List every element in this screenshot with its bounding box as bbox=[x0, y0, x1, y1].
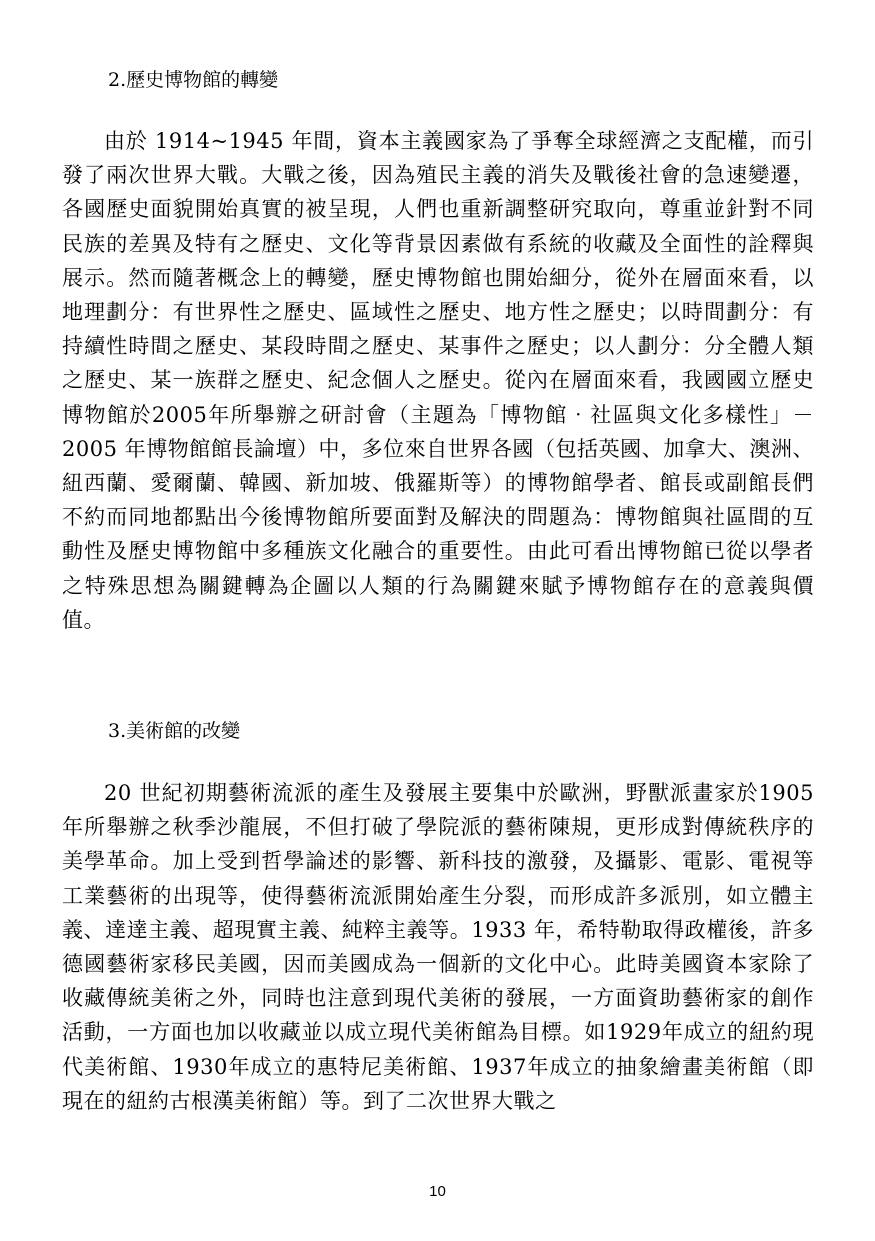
section-heading-history-museum: 2.歷史博物館的轉變 bbox=[108, 69, 279, 91]
page-number: 10 bbox=[429, 1183, 446, 1200]
paragraph-history-museum: 由於 1914~1945 年間，資本主義國家為了爭奪全球經濟之支配權，而引發了兩次世界大戰。大戰之後，因為殖民主義的消失及戰後社會的急速變遷，各國歷史面貌開始真實的被呈現，人們也重新調整研究取向，尊重並針對不同民族的差異及特有之歷史、文化等背景因素做有系統的收藏及全面性的詮釋與展示。然而隨著概念上的轉變，歷史博物館也開始細分，從外在層面來看，以地理劃分：有世界性之歷史、區域性之歷史、地方性之歷史；以時間劃分：有持續性時間之歷史、某段時間之歷史、某事件之歷史；以人劃分：分全體人類之歷史、某一族群之歷史、紀念個人之歷史。從內在層面來看，我國國立歷史博物館於2005年所舉辦之研討會（主題為「博物館‧社區與文化多樣性」－2005 年博物館館長論壇）中，多位來自世界各國（包括英國、加拿大、澳洲、紐西蘭、愛爾蘭、韓國、新加坡、俄羅斯等）的博物館學者、館長或副館長們不約而同地都點出今後博物館所要面對及解決的問題為：博物館與社區間的互動性及歷史博物館中多種族文化融合的重要性。由此可看出博物館已從以學者之特殊思想為關鍵轉為企圖以人類的行為關鍵來賦予博物館存在的意義與價值。 bbox=[62, 129, 814, 632]
paragraph-art-museum: 20 世紀初期藝術流派的產生及發展主要集中於歐洲，野獸派畫家於1905年所舉辦之秋季沙龍展，不但打破了學院派的藝術陳規，更形成對傳統秩序的美學革命。加上受到哲學論述的影響、新科技的激發，及攝影、電影、電視等工業藝術的出現等，使得藝術流派開始產生分裂，而形成許多派別，如立體主義、達達主義、超現實主義、純粹主義等。1933 年，希特勒取得政權後，許多德國藝術家移民美國，因而美國成為一個新的文化中心。此時美國資本家除了收藏傳統美術之外，同時也注意到現代美術的發展，一方面資助藝術家的創作活動，一方面也加以收藏並以成立現代美術館為目標。如1929年成立的紐約現代美術館、1930年成立的惠特尼美術館、1937年成立的抽象繪畫美術館（即現在的紐約古根漢美術館）等。到了二次世界大戰之 bbox=[62, 781, 814, 1113]
section-heading-art-museum: 3.美術館的改變 bbox=[108, 720, 241, 742]
